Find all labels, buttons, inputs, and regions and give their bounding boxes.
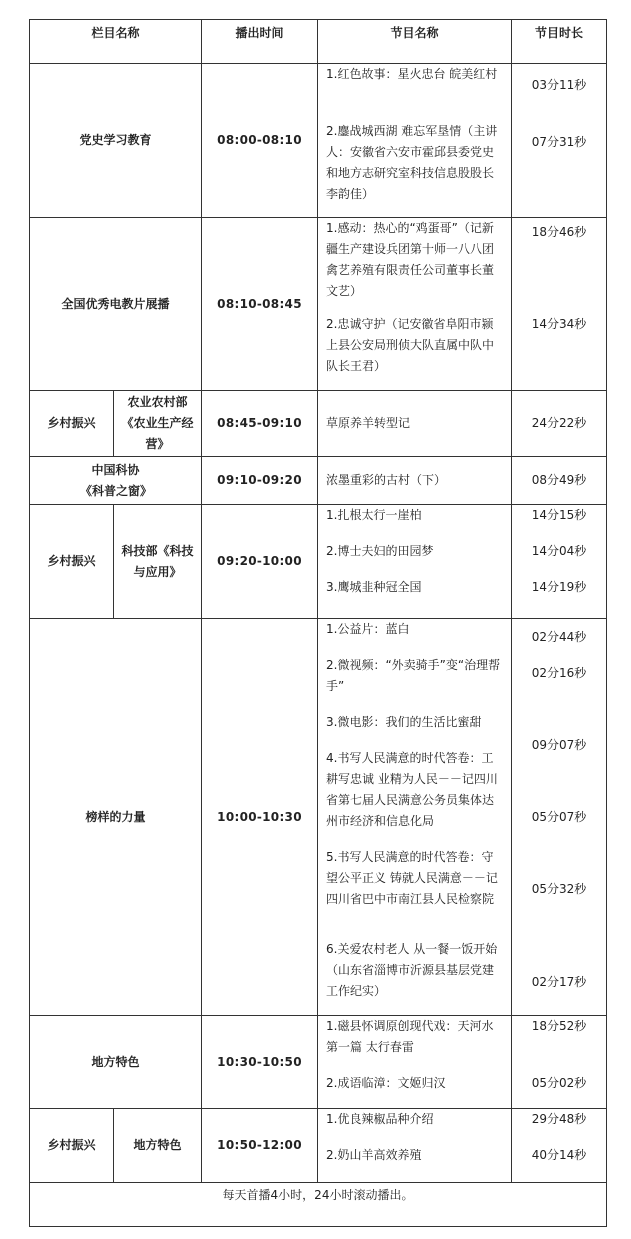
category-cell: 中国科协《科普之窗》	[30, 457, 202, 505]
duration-cell	[512, 619, 607, 1016]
program-item: 1.红色故事：星火忠台 皖美红村	[326, 67, 498, 81]
duration-item: 02分17秒	[531, 975, 587, 989]
program-item: 4.书写人民满意的时代答卷：工耕写忠诚 业精为人民－－记四川省第七届人民满意公务员集体达州市经济和信息化局	[326, 751, 498, 828]
program-item: 3.微电影：我们的生活比蜜甜	[326, 715, 482, 729]
duration-item: 02分16秒	[531, 666, 587, 680]
duration-item: 02分44秒	[531, 630, 587, 644]
duration-item: 03分11秒	[531, 78, 587, 92]
program-item: 2.博士夫妇的田园梦	[326, 544, 434, 558]
subcategory-cell: 地方特色	[114, 1109, 202, 1183]
table-row	[30, 1016, 607, 1109]
category-cell: 乡村振兴	[30, 1109, 114, 1183]
category-cell: 榜样的力量	[30, 619, 202, 1016]
airtime-cell: 10:50-12:00	[202, 1109, 318, 1183]
footer-row	[30, 1183, 607, 1227]
duration-cell	[512, 505, 607, 619]
program-item: 1.扎根太行一崖柏	[326, 508, 422, 522]
category-cell: 乡村振兴	[30, 391, 114, 457]
program-item: 1.磁县怀调原创现代戏：天河水 第一篇 太行春雷	[326, 1019, 498, 1054]
airtime-cell: 08:00-08:10	[202, 64, 318, 218]
program-cell	[318, 391, 512, 457]
category-cell: 全国优秀电教片展播	[30, 218, 202, 391]
schedule-table	[29, 19, 607, 1227]
airtime-cell: 10:00-10:30	[202, 619, 318, 1016]
program-cell	[318, 218, 512, 391]
category-cell: 党史学习教育	[30, 64, 202, 218]
duration-item: 05分07秒	[531, 810, 587, 824]
program-item: 2.成语临漳：文姬归汉	[326, 1076, 446, 1090]
table-row	[30, 1109, 607, 1183]
subcategory-cell: 农业农村部《农业生产经营》	[114, 391, 202, 457]
duration-cell	[512, 457, 607, 505]
program-item: 2.忠诚守护（记安徽省阜阳市颍上县公安局刑侦大队直属中队中队长王君）	[326, 317, 495, 373]
program-cell	[318, 1109, 512, 1183]
program-item: 6.关爱农村老人 从一餐一饭开始（山东省淄博市沂源县基层党建工作纪实）	[326, 942, 498, 998]
category-cell: 乡村振兴	[30, 505, 114, 619]
airtime-cell: 08:10-08:45	[202, 218, 318, 391]
airtime-cell: 09:20-10:00	[202, 505, 318, 619]
table-row	[30, 619, 607, 1016]
duration-cell	[512, 218, 607, 391]
header-column-name: 栏目名称	[30, 20, 202, 64]
table-row	[30, 64, 607, 218]
program-item: 5.书写人民满意的时代答卷：守望公平正义 铸就人民满意－－记四川省巴中市南江县人民检察院	[326, 850, 498, 906]
subcategory-cell: 科技部《科技与应用》	[114, 505, 202, 619]
duration-item: 14分34秒	[531, 317, 587, 331]
table-row	[30, 505, 607, 619]
program-item: 1.公益片：蓝白	[326, 622, 410, 636]
header-program-name: 节目名称	[318, 20, 512, 64]
footer-note: 每天首播4小时，24小时滚动播出。	[30, 1183, 607, 1227]
program-item: 草原养羊转型记	[326, 416, 411, 430]
duration-cell	[512, 391, 607, 457]
duration-item: 29分48秒	[531, 1112, 587, 1126]
program-item: 3.鹰城韭种冠全国	[326, 580, 422, 594]
program-cell	[318, 505, 512, 619]
airtime-cell: 08:45-09:10	[202, 391, 318, 457]
table-row	[30, 391, 607, 457]
duration-item: 14分19秒	[531, 580, 587, 594]
program-cell	[318, 1016, 512, 1109]
duration-item: 24分22秒	[531, 416, 587, 430]
program-item: 2.鏖战城西湖 难忘军垦情（主讲人：安徽省六安市霍邱县委党史和地方志研究室科技信息股股长李韵佳）	[326, 124, 498, 201]
program-cell	[318, 64, 512, 218]
duration-cell	[512, 1109, 607, 1183]
program-item: 2.微视频：“外卖骑手”变“治理帮手”	[326, 658, 501, 693]
duration-item: 14分15秒	[531, 508, 587, 522]
duration-item: 18分52秒	[531, 1019, 587, 1033]
duration-item: 09分07秒	[531, 738, 587, 752]
program-item: 1.感动：热心的“鸡蛋哥”（记新疆生产建设兵团第十师一八八团禽艺养殖有限责任公司董事长董文艺）	[326, 221, 495, 298]
category-cell: 地方特色	[30, 1016, 202, 1109]
program-cell	[318, 457, 512, 505]
header-airtime: 播出时间	[202, 20, 318, 64]
airtime-cell: 09:10-09:20	[202, 457, 318, 505]
duration-item: 07分31秒	[531, 135, 587, 149]
duration-cell	[512, 64, 607, 218]
table-row	[30, 457, 607, 505]
header-duration: 节目时长	[512, 20, 607, 64]
duration-item: 05分32秒	[531, 882, 587, 896]
duration-item: 05分02秒	[531, 1076, 587, 1090]
program-cell	[318, 619, 512, 1016]
program-item: 1.优良辣椒品种介绍	[326, 1112, 434, 1126]
program-item: 2.奶山羊高效养殖	[326, 1148, 422, 1162]
header-row	[30, 20, 607, 64]
duration-item: 18分46秒	[531, 225, 587, 239]
table-row	[30, 218, 607, 391]
duration-item: 08分49秒	[531, 473, 587, 487]
duration-item: 14分04秒	[531, 544, 587, 558]
duration-item: 40分14秒	[531, 1148, 587, 1162]
duration-cell	[512, 1016, 607, 1109]
program-item: 浓墨重彩的古村（下）	[326, 473, 447, 487]
airtime-cell: 10:30-10:50	[202, 1016, 318, 1109]
